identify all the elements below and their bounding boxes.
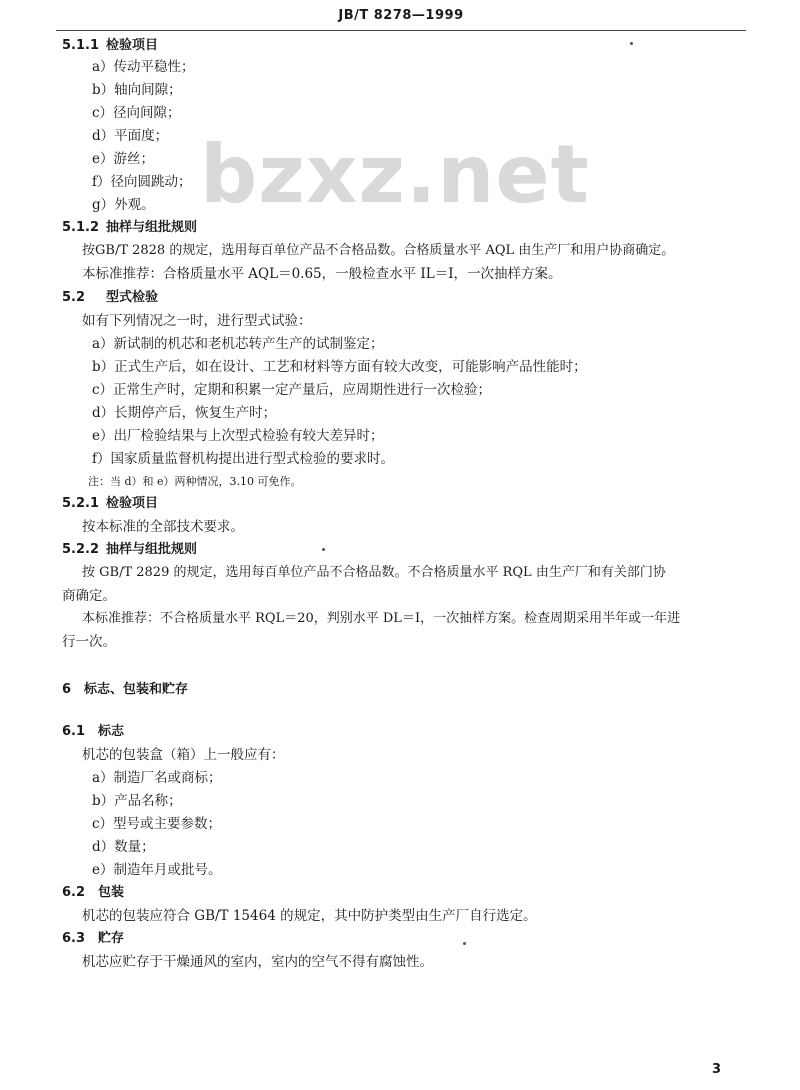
paragraph: 本标准推荐：合格质量水平 AQL＝0.65，一般检查水平 IL＝Ⅰ，一次抽样方案。	[82, 266, 562, 282]
section-5-2-heading	[62, 290, 158, 306]
paragraph: 机芯的包装应符合 GB/T 15464 的规定，其中防护类型由生产厂自行选定。	[82, 908, 537, 924]
paragraph-continuation: 行一次。	[62, 634, 116, 650]
section-5-1-1-heading	[62, 38, 158, 54]
scan-speck	[463, 942, 466, 945]
paragraph: 按 GB/T 2829 的规定，选用每百单位产品不合格品数。不合格质量水平 RQL 由生产厂和有关部门协	[82, 565, 666, 580]
list-item: b）轴向间隙；	[92, 82, 182, 98]
paragraph: 机芯的包装盒（箱）上一般应有：	[82, 747, 285, 763]
section-title: 检验项目	[106, 496, 159, 511]
list-item: e）出厂检验结果与上次型式检验有较大差异时；	[92, 428, 384, 444]
section-number: 6.3	[62, 931, 86, 946]
paragraph: 机芯应贮存于干燥通风的室内，室内的空气不得有腐蚀性。	[82, 954, 433, 970]
section-title: 抽样与组批规则	[106, 542, 198, 557]
list-item: f）径向圆跳动；	[92, 174, 192, 190]
paragraph: 如有下列情况之一时，进行型式试验：	[82, 313, 312, 329]
page-header: JB/T 8278—1999	[56, 8, 746, 31]
watermark: bzxz.net	[200, 128, 590, 221]
page-number: 3	[712, 1062, 722, 1077]
section-title: 标志、包装和贮存	[84, 682, 189, 697]
note: 注：当 d）和 e）两种情况，3.10 可免作。	[88, 475, 302, 488]
section-number: 5.2.1	[62, 496, 100, 511]
list-item: d）平面度；	[92, 128, 169, 144]
section-title: 包装	[98, 885, 125, 900]
section-title: 抽样与组批规则	[106, 220, 198, 235]
section-number: 6.2	[62, 885, 86, 900]
list-item: e）制造年月或批号。	[92, 862, 222, 878]
section-5-2-2-heading	[62, 542, 197, 558]
list-item: g）外观。	[92, 197, 155, 213]
section-title: 贮存	[98, 931, 125, 946]
section-6-2-heading	[62, 885, 124, 901]
section-number: 6.1	[62, 724, 86, 739]
list-item: a）传动平稳性；	[92, 59, 195, 75]
list-item: b）产品名称；	[92, 793, 182, 809]
section-number: 5.1.1	[62, 38, 100, 53]
list-item: d）长期停产后，恢复生产时；	[92, 405, 277, 421]
paragraph: 按GB/T 2828 的规定，选用每百单位产品不合格品数。合格质量水平 AQL 由生产厂和用户协商确定。	[82, 243, 675, 258]
scan-speck	[322, 548, 325, 551]
list-item: e）游丝；	[92, 151, 154, 167]
section-6-1-heading	[62, 724, 124, 740]
section-6-3-heading	[62, 931, 124, 947]
scan-speck	[630, 42, 633, 45]
section-number: 6	[62, 682, 72, 697]
section-5-2-1-heading	[62, 496, 158, 512]
section-title: 检验项目	[106, 38, 159, 53]
paragraph: 按本标准的全部技术要求。	[82, 519, 244, 535]
section-title: 型式检验	[106, 290, 159, 305]
section-5-1-2-heading	[62, 220, 197, 236]
list-item: c）型号或主要参数；	[92, 816, 222, 832]
section-number: 5.2	[62, 290, 86, 305]
list-item: b）正式生产后，如在设计、工艺和材料等方面有较大改变，可能影响产品性能时；	[92, 359, 587, 375]
list-item: d）数量；	[92, 839, 155, 855]
list-item: a）新试制的机芯和老机芯转产生产的试制鉴定；	[92, 336, 384, 352]
list-item: c）径向间隙；	[92, 105, 181, 121]
list-item: a）制造厂名或商标；	[92, 770, 222, 786]
list-item: f）国家质量监督机构提出进行型式检验的要求时。	[92, 451, 394, 467]
paragraph: 本标准推荐：不合格质量水平 RQL＝20，判别水平 DL＝Ⅰ，一次抽样方案。检查周期采用半年或一年进	[82, 611, 681, 626]
section-6-heading	[62, 682, 188, 698]
section-number: 5.2.2	[62, 542, 100, 557]
section-title: 标志	[98, 724, 125, 739]
paragraph-continuation: 商确定。	[62, 588, 116, 604]
list-item: c）正常生产时，定期和积累一定产量后，应周期性进行一次检验；	[92, 382, 492, 398]
section-number: 5.1.2	[62, 220, 100, 235]
